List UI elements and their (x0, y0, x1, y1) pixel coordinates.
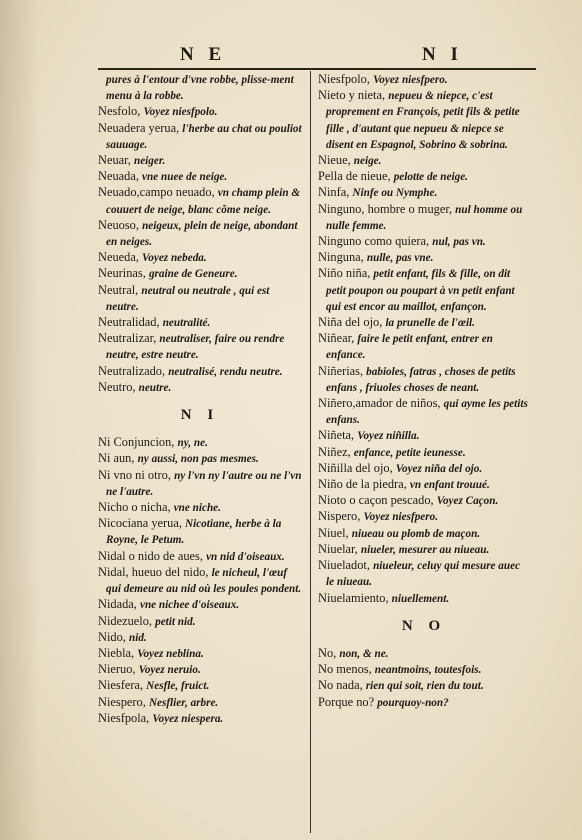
entry-definition: ny l'vn ny l'autre ou ne l'vn ne l'autre. (106, 469, 302, 498)
dictionary-entry (98, 711, 302, 727)
entries-no (318, 646, 530, 711)
entry-definition: vn enfant trouué. (409, 479, 490, 492)
dictionary-entry (318, 153, 530, 169)
entry-definition: niueau ou plomb de maçon. (351, 527, 481, 540)
dictionary-entry (98, 646, 302, 662)
dictionary-entry (98, 678, 302, 694)
entry-definition: Voyez niesfpolo. (143, 106, 218, 119)
entry-definition: nulle, pas vne. (366, 252, 434, 265)
dictionary-entry (98, 72, 302, 104)
entry-headword: Nispero, (318, 509, 364, 524)
dictionary-entry (98, 250, 302, 266)
entry-headword: Niñez, (318, 444, 354, 459)
entry-definition: vne nichee d'oiseaux. (139, 599, 240, 612)
left-column (98, 72, 302, 727)
entry-headword: Neuado,campo neuado, (98, 185, 218, 200)
dictionary-entry (318, 250, 530, 266)
entry-definition: Nesfle, fruict. (146, 680, 210, 693)
dictionary-entry (318, 662, 530, 678)
dictionary-entry (318, 591, 530, 607)
entry-headword: Niueladot, (318, 558, 374, 573)
entry-headword: No menos, (318, 662, 375, 677)
section-heading-no: N O (401, 617, 447, 634)
entry-definition: niueler, mesurer au niueau. (360, 543, 490, 556)
entry-headword: No nada, (318, 678, 366, 693)
dictionary-entry (98, 614, 302, 630)
dictionary-entry (98, 451, 302, 467)
entry-definition: faire le petit enfant, entrer en enfance. (326, 333, 493, 362)
entry-definition: ny aussi, non pas mesmes. (137, 453, 259, 466)
entry-definition: Voyez neblina. (137, 647, 204, 660)
dictionary-entry (98, 315, 302, 331)
dictionary-entry (318, 331, 530, 363)
entry-headword: Niñilla del ojo, (318, 460, 396, 475)
entry-headword: Nieue, (318, 153, 354, 168)
entries-ne (98, 72, 302, 396)
entry-definition: Ninfe ou Nymphe. (352, 187, 438, 200)
entry-definition: non, & ne. (339, 647, 389, 660)
entry-definition: rien qui soit, rien du tout. (365, 680, 484, 693)
entry-definition: neiger. (133, 155, 166, 168)
entry-definition: Voyez niña del ojo. (395, 462, 483, 475)
dictionary-entry (98, 695, 302, 711)
entry-headword: Ninguno, hombre o muger, (318, 201, 456, 216)
entry-headword: Nido, (98, 629, 129, 644)
dictionary-entry (318, 493, 530, 509)
dictionary-entry (318, 266, 530, 315)
entry-headword: Neuadera yerua, (98, 120, 183, 135)
entry-definition: l'herbe au chat ou pouliot sauuage. (106, 122, 302, 151)
running-header (98, 44, 534, 68)
entry-headword: Niesfpola, (98, 710, 153, 725)
entry-definition: Voyez neruio. (138, 664, 201, 677)
entry-definition: Voyez niesfpero. (373, 74, 448, 86)
dictionary-entry (98, 597, 302, 613)
dictionary-entry (98, 500, 302, 516)
entry-headword: Neueda, (98, 250, 143, 265)
dictionary-entry (318, 202, 530, 234)
dictionary-entry (98, 121, 302, 153)
entry-headword: Ni aun, (98, 451, 138, 466)
dictionary-entry (318, 477, 530, 493)
header-rule (98, 68, 536, 70)
entry-headword: Neutro, (98, 379, 139, 394)
entry-definition: neige. (353, 155, 382, 168)
dictionary-entry (318, 72, 530, 88)
entry-headword: Niuel, (318, 525, 352, 540)
entry-headword: Niño niña, (318, 266, 374, 281)
entry-headword: Neuar, (98, 153, 134, 168)
entry-definition: pourquoy-non? (377, 696, 449, 709)
entry-headword: Niesfera, (98, 678, 147, 693)
entry-headword: Nioto o caçon pescado, (318, 493, 437, 508)
dictionary-entry (318, 526, 530, 542)
dictionary-entry (318, 364, 530, 396)
dictionary-entry (98, 565, 302, 597)
dictionary-entry (98, 662, 302, 678)
entry-definition: ny, ne. (177, 437, 208, 450)
dictionary-entry (98, 549, 302, 565)
entry-definition: pures à l'entour d'vne robbe, plisse-ment menu à la robbe. (106, 74, 294, 103)
dictionary-entry (318, 542, 530, 558)
header-left: N E (180, 44, 227, 65)
entry-headword: Niño de la piedra, (318, 477, 410, 492)
entry-definition: nul homme ou nulle femme. (326, 203, 523, 232)
entry-definition: neantmoins, toutesfois. (374, 664, 482, 677)
dictionary-entry (318, 678, 530, 694)
entry-headword: Nidada, (98, 597, 140, 612)
entry-definition: petit nid. (155, 615, 196, 628)
entry-headword: Ninguna, (318, 250, 367, 265)
entry-definition: vne niche. (173, 502, 221, 515)
entry-headword: Niespero, (98, 694, 149, 709)
dictionary-entry (318, 445, 530, 461)
dictionary-entry (98, 435, 302, 451)
entry-definition: pelotte de neige. (393, 171, 468, 184)
dictionary-entry (98, 516, 302, 548)
dictionary-entry (318, 396, 530, 428)
entry-definition: vn champ plein & couuert de neige, blanc cõme neige. (106, 187, 301, 216)
entry-definition: neigeux, plein de neige, abondant en neiges. (106, 219, 298, 249)
entry-definition: neutral ou neutrale , qui est neutre. (106, 284, 270, 313)
entry-headword: Ninguno como quiera, (318, 234, 433, 249)
entry-definition: graine de Geneure. (148, 268, 238, 281)
dictionary-entry (98, 364, 302, 380)
entry-definition: neutre. (138, 381, 172, 394)
entry-definition: Voyez nebeda. (142, 252, 207, 265)
dictionary-entry (318, 695, 530, 711)
entry-headword: Niesfpolo, (318, 72, 374, 86)
entry-definition: nid. (128, 631, 147, 644)
entry-definition: babioles, fatras , choses de petits enfans , friuoles choses de neant. (326, 365, 516, 394)
entry-definition: Voyez Caçon. (436, 495, 499, 508)
entry-definition: petit enfant, fils & fille, on dit petit poupon ou poupart à vn petit enfant qui est encor au maillot, enfançon. (326, 268, 515, 313)
dictionary-entry (318, 461, 530, 477)
header-right: N I (422, 44, 463, 65)
right-column (318, 72, 530, 711)
dictionary-entry (318, 428, 530, 444)
section-heading-ni: N I (180, 407, 220, 424)
entries-ni-cont (318, 72, 530, 607)
entry-headword: No, (318, 645, 340, 660)
entry-definition: niuellement. (391, 592, 450, 605)
entry-definition: neutraliser, faire ou rendre neutre, estre neutre. (106, 333, 285, 362)
entry-headword: Neuada, (98, 169, 143, 184)
entry-headword: Niebla, (98, 645, 138, 660)
entry-headword: Nieruo, (98, 662, 139, 677)
entry-definition: nepueu & niepce, c'est proprement en François, petit fils & petite fille , d'autant que nepueu & niepce se disent en Espagnol, Sobrino & sobrina. (326, 90, 520, 151)
entry-definition: qui ayme les petits enfans. (326, 398, 528, 427)
entry-headword: Niuelar, (318, 541, 361, 556)
entry-headword: Ni Conjuncion, (98, 435, 178, 450)
entry-headword: Niñear, (318, 331, 358, 346)
dictionary-entry (318, 169, 530, 185)
entry-headword: Pella de nieue, (318, 169, 394, 184)
entry-headword: Nidezuelo, (98, 613, 156, 628)
dictionary-entry (318, 185, 530, 201)
dictionary-entry (318, 558, 530, 590)
entry-headword: Nesfolo, (98, 104, 144, 119)
entry-headword: Porque no? (318, 694, 378, 709)
dictionary-entry (318, 315, 530, 331)
dictionary-entry (98, 468, 302, 500)
entry-definition: Voyez niesfpero. (363, 511, 439, 524)
entry-definition: vn nid d'oiseaux. (206, 550, 285, 563)
dictionary-entry (98, 153, 302, 169)
entry-headword: Niñerias, (318, 363, 367, 378)
dictionary-entry (98, 283, 302, 315)
entry-definition: Voyez niñilla. (357, 430, 420, 443)
column-divider (310, 71, 311, 833)
dictionary-entry (318, 234, 530, 250)
entry-headword: Niñero,amador de niños, (318, 396, 444, 411)
entry-headword: Neutralizar, (98, 331, 160, 346)
dictionary-entry (98, 218, 302, 250)
dictionary-entry (98, 380, 302, 396)
binding-shadow (0, 0, 40, 840)
dictionary-entry (98, 630, 302, 646)
dictionary-entry (98, 104, 302, 120)
entry-definition: la prunelle de l'œil. (385, 317, 475, 330)
entry-headword: Nieto y nieta, (318, 88, 389, 103)
entry-definition: Nesflier, arbre. (148, 696, 219, 709)
entry-headword: Ni vno ni otro, (98, 467, 175, 482)
entry-headword: Nicociana yerua, (98, 516, 186, 531)
entry-definition: neutralité. (162, 317, 211, 330)
entry-definition: Voyez niespera. (152, 712, 224, 725)
entry-definition: niueleur, celuy qui mesure auec le niueau. (326, 560, 521, 589)
dictionary-entry (98, 185, 302, 217)
entry-headword: Ninfa, (318, 185, 353, 200)
dictionary-entry (98, 169, 302, 185)
entry-headword: Niuelamiento, (318, 590, 392, 605)
entry-headword: Niñeta, (318, 428, 358, 443)
dictionary-entry (318, 88, 530, 153)
entry-headword: Nidal o nido de aues, (98, 548, 207, 563)
entry-headword: Niña del ojo, (318, 315, 386, 330)
dictionary-entry (98, 331, 302, 363)
entry-definition: vne nuee de neige. (142, 171, 228, 184)
dictionary-entry (98, 266, 302, 282)
entry-headword: Neutralidad, (98, 315, 163, 330)
entry-definition: le nicheul, l'œuf qui demeure au nid où les poules pondent. (106, 566, 302, 596)
entry-definition: nul, pas vn. (432, 236, 486, 249)
entry-definition: enfance, petite ieunesse. (353, 446, 466, 459)
entries-ni (98, 435, 302, 727)
entry-headword: Neurinas, (98, 266, 149, 281)
entry-headword: Neutralizado, (98, 363, 169, 378)
dictionary-entry (318, 646, 530, 662)
entry-headword: Neutral, (98, 282, 142, 297)
entry-headword: Nicho o nicha, (98, 500, 174, 515)
entry-headword: Nidal, hueuo del nido, (98, 564, 212, 579)
entry-definition: Nicotiane, herbe à la Royne, le Petum. (106, 518, 282, 547)
entry-headword: Neuoso, (98, 217, 143, 232)
dictionary-entry (318, 509, 530, 525)
entry-definition: neutralisé, rendu neutre. (168, 365, 283, 378)
